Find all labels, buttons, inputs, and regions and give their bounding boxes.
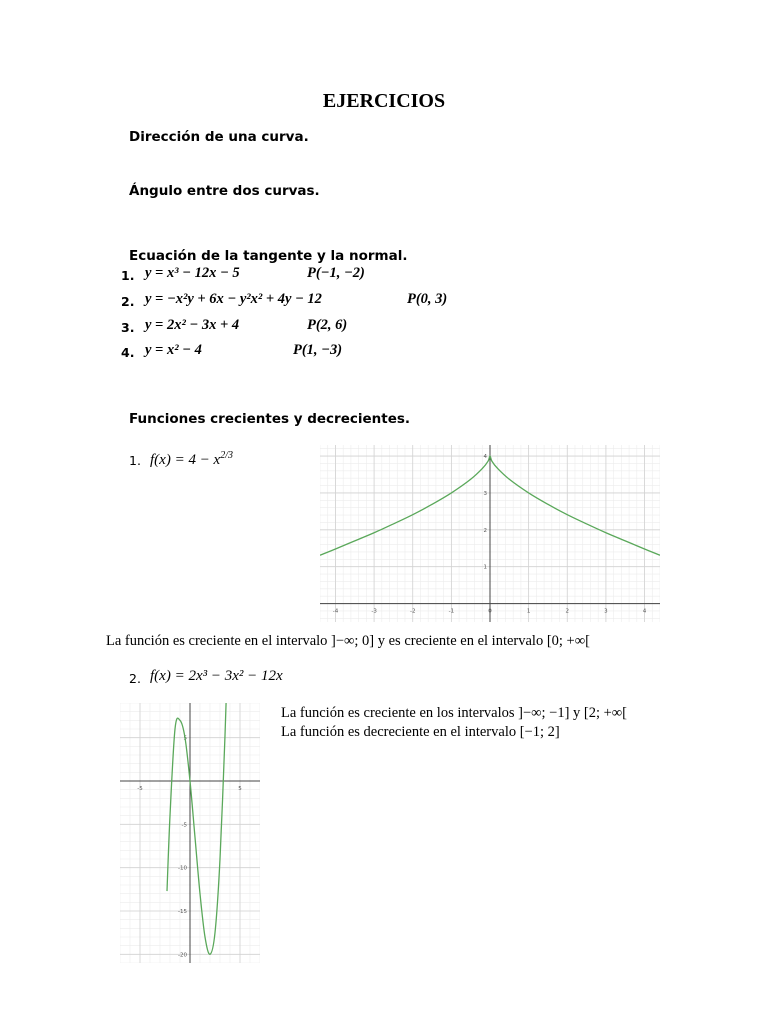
- conclusion-f2-decreasing: La función es decreciente en el intervalo [−1; 2]: [281, 724, 560, 740]
- section-heading-angulo: Ángulo entre dos curvas.: [129, 183, 320, 199]
- exercise-number: 4.: [121, 345, 135, 360]
- function-number: 2.: [129, 671, 141, 686]
- x-tick-label: 3: [604, 608, 608, 615]
- x-tick-label: -4: [332, 608, 339, 615]
- y-tick-label: -15: [178, 909, 187, 915]
- section-heading-tangente: Ecuación de la tangente y la normal.: [129, 248, 408, 264]
- page-title: EJERCICIOS: [322, 90, 446, 112]
- exercise-number: 1.: [121, 268, 135, 283]
- x-tick-label: 1: [526, 608, 531, 615]
- exercise-equation: y = −x²y + 6x − y²x² + 4y − 12: [145, 291, 322, 307]
- function-exponent: 2/3: [220, 450, 233, 461]
- exercise-equation: y = x³ − 12x − 5: [145, 265, 240, 281]
- conclusion-f2-increasing: La función es creciente en los intervalos ]−∞; −1] y [2; +∞[: [281, 705, 627, 721]
- exercise-point: P(1, −3): [293, 342, 343, 358]
- chart-f2: [120, 703, 260, 963]
- exercise-number: 2.: [121, 294, 135, 309]
- y-tick-label: -20: [178, 952, 187, 959]
- series-line: [167, 703, 227, 954]
- x-tick-label: -5: [137, 786, 143, 792]
- function-text: f(x) = 4 − x: [150, 452, 221, 468]
- y-tick-label: -5: [181, 822, 187, 829]
- y-tick-label: 5: [183, 735, 187, 742]
- section-heading-funciones: Funciones crecientes y decrecientes.: [129, 411, 411, 427]
- x-tick-label: 4: [642, 608, 647, 615]
- function-number: 1.: [129, 453, 141, 468]
- chart-f1: [320, 445, 660, 622]
- exercise-point: P(0, 3): [407, 291, 448, 307]
- section-heading-direccion: Dirección de una curva.: [129, 129, 309, 145]
- conclusion-f1: La función es creciente en el intervalo ]−∞; 0] y es creciente en el intervalo [0; +∞[: [106, 633, 590, 649]
- exercise-point: P(−1, −2): [307, 265, 365, 281]
- exercise-equation: y = 2x² − 3x + 4: [145, 317, 240, 333]
- exercise-equation: y = x² − 4: [145, 342, 202, 358]
- x-tick-label: -3: [371, 608, 377, 615]
- function-formula: f(x) = 2x³ − 3x² − 12x: [150, 668, 283, 684]
- x-tick-label: 5: [238, 786, 242, 792]
- function-formula: [150, 450, 233, 469]
- x-tick-label: -2: [409, 608, 416, 615]
- x-tick-label: 0: [488, 608, 492, 615]
- y-tick-label: -10: [178, 865, 187, 872]
- x-tick-label: 2: [565, 608, 570, 615]
- exercise-number: 3.: [121, 320, 135, 335]
- y-tick-label: 2: [483, 527, 487, 534]
- exercise-point: P(2, 6): [307, 317, 348, 333]
- y-tick-label: 4: [483, 454, 487, 461]
- y-tick-label: 3: [483, 490, 487, 497]
- y-tick-label: 1: [483, 564, 487, 571]
- x-tick-label: -1: [448, 608, 455, 615]
